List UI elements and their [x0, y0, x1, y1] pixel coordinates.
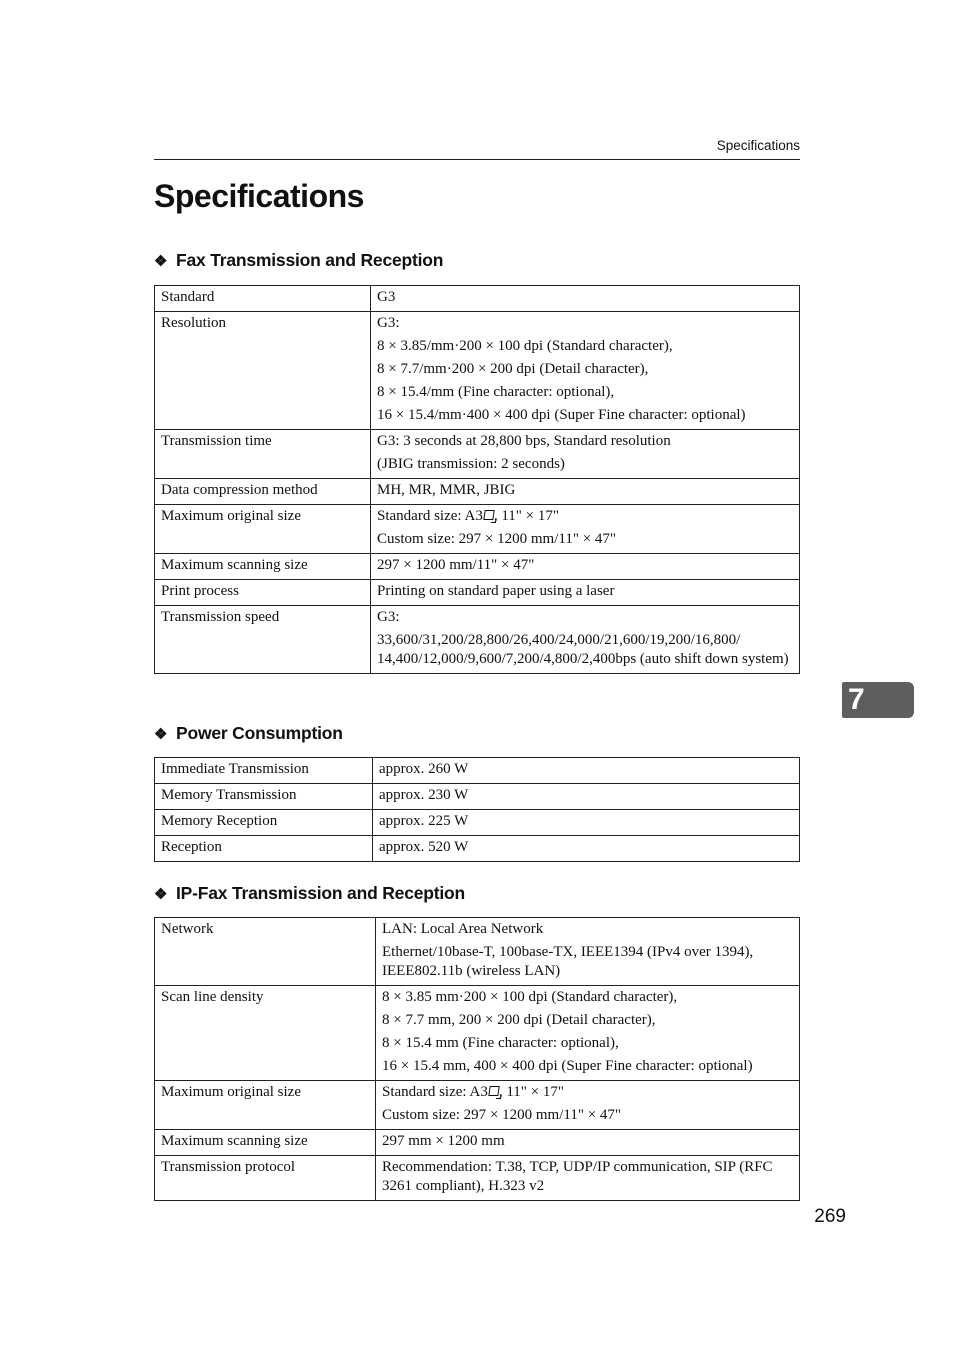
ipfax-spec-table: [154, 917, 800, 1201]
fax-spec-table: [154, 285, 800, 674]
table-row: [155, 479, 800, 505]
spec-label: Print process: [155, 580, 371, 606]
table-row: [155, 505, 800, 554]
spec-value: [371, 479, 800, 505]
spec-label: Resolution: [155, 312, 371, 430]
spec-value: [371, 554, 800, 580]
spec-label: Maximum original size: [155, 1081, 376, 1130]
spec-value: [371, 505, 800, 554]
spec-value: [373, 784, 800, 810]
spec-value-text: Standard size: A3: [382, 1084, 488, 1100]
spec-value-line: G3:: [377, 315, 400, 331]
spec-label: Maximum scanning size: [155, 554, 371, 580]
spec-value-line: G3: 3 seconds at 28,800 bps, Standard resolution: [377, 433, 671, 449]
spec-label: Transmission speed: [155, 606, 371, 674]
table-row: [155, 1130, 800, 1156]
spec-value-line: approx. 230 W: [379, 787, 469, 803]
table-row: [155, 810, 800, 836]
table-row: [155, 430, 800, 479]
spec-value-line: 297 mm × 1200 mm: [382, 1133, 505, 1149]
spec-value-line: LAN: Local Area Network: [382, 921, 544, 937]
spec-value-line: 8 × 7.7 mm, 200 × 200 dpi (Detail character),: [382, 1012, 656, 1028]
spec-label: Immediate Transmission: [155, 758, 373, 784]
spec-value: [371, 580, 800, 606]
spec-value: [376, 986, 800, 1081]
table-row: [155, 554, 800, 580]
table-row: [155, 1081, 800, 1130]
spec-label: Memory Reception: [155, 810, 373, 836]
landscape-orientation-icon: [483, 510, 494, 520]
table-row: [155, 312, 800, 430]
spec-value: [371, 430, 800, 479]
spec-value-line: Custom size: 297 × 1200 mm/11" × 47": [382, 1107, 622, 1123]
spec-label: Transmission protocol: [155, 1156, 376, 1201]
spec-value-line: approx. 260 W: [379, 761, 469, 777]
spec-value-line: 8 × 15.4/mm (Fine character: optional),: [377, 384, 615, 400]
spec-value-line: 16 × 15.4 mm, 400 × 400 dpi (Super Fine character: optional): [382, 1058, 753, 1074]
spec-value-line: G3:: [377, 609, 400, 625]
spec-value: [373, 836, 800, 862]
spec-value-line: (JBIG transmission: 2 seconds): [377, 456, 565, 472]
diamond-bullet-icon: ❖: [154, 886, 168, 903]
table-row: [155, 986, 800, 1081]
spec-value-line: approx. 225 W: [379, 813, 469, 829]
spec-value: [376, 1130, 800, 1156]
page-number: 269: [814, 1206, 846, 1227]
header-rule: [154, 159, 800, 160]
spec-value: [376, 1081, 800, 1130]
spec-value-line: Custom size: 297 × 1200 mm/11" × 47": [377, 531, 617, 547]
spec-value: [376, 1156, 800, 1201]
page-title: Specifications: [154, 178, 364, 214]
spec-value-line: 297 × 1200 mm/11" × 47": [377, 557, 535, 573]
diamond-bullet-icon: ❖: [154, 726, 168, 743]
power-spec-table: [154, 757, 800, 862]
section-heading-ipfax: ❖ IP-Fax Transmission and Reception: [154, 883, 466, 903]
spec-value: [371, 312, 800, 430]
spec-value-line: 8 × 15.4 mm (Fine character: optional),: [382, 1035, 619, 1051]
table-row: [155, 836, 800, 862]
spec-label: Data compression method: [155, 479, 371, 505]
spec-value: [376, 918, 800, 986]
section-heading-fax: ❖ Fax Transmission and Reception: [154, 250, 444, 270]
spec-value: [371, 606, 800, 674]
diamond-bullet-icon: ❖: [154, 253, 168, 270]
spec-value-line: Ethernet/10base-T, 100base-TX, IEEE1394 (IPv4 over 1394), IEEE802.11b (wireless LAN): [382, 944, 754, 979]
spec-label: Reception: [155, 836, 373, 862]
spec-value-line: [382, 1083, 793, 1102]
spec-label: Maximum scanning size: [155, 1130, 376, 1156]
table-row: [155, 784, 800, 810]
spec-value-line: [377, 507, 793, 526]
section-heading-power: ❖ Power Consumption: [154, 723, 343, 743]
table-row: [155, 758, 800, 784]
spec-label: Memory Transmission: [155, 784, 373, 810]
spec-value-line: approx. 520 W: [379, 839, 469, 855]
spec-value-text: , 11" × 17": [498, 1084, 564, 1100]
table-row: [155, 286, 800, 312]
spec-label: Standard: [155, 286, 371, 312]
spec-label: Transmission time: [155, 430, 371, 479]
spec-value-text: Standard size: A3: [377, 508, 483, 524]
spec-value: [373, 810, 800, 836]
spec-value: [371, 286, 800, 312]
spec-label: Scan line density: [155, 986, 376, 1081]
spec-value-line: 8 × 3.85 mm·200 × 100 dpi (Standard character),: [382, 989, 678, 1005]
spec-label: Network: [155, 918, 376, 986]
spec-value-line: G3: [377, 289, 396, 305]
spec-value-line: 8 × 7.7/mm·200 × 200 dpi (Detail character),: [377, 361, 649, 377]
running-header: Specifications: [716, 138, 800, 153]
spec-value-text: , 11" × 17": [493, 508, 559, 524]
spec-label: Maximum original size: [155, 505, 371, 554]
spec-value-line: 8 × 3.85/mm·200 × 100 dpi (Standard character),: [377, 338, 673, 354]
spec-value-line: 33,600/31,200/28,800/26,400/24,000/21,600/19,200/16,800/ 14,400/12,000/9,600/7,200/4,800/2,400bps (auto shift down system): [377, 632, 789, 667]
table-row: [155, 580, 800, 606]
spec-value-line: 16 × 15.4/mm·400 × 400 dpi (Super Fine character: optional): [377, 407, 746, 423]
table-row: [155, 918, 800, 986]
table-row: [155, 606, 800, 674]
spec-value-line: Recommendation: T.38, TCP, UDP/IP communication, SIP (RFC 3261 compliant), H.323 v2: [382, 1159, 773, 1194]
spec-value: [373, 758, 800, 784]
chapter-tab: 7: [842, 682, 914, 718]
landscape-orientation-icon: [488, 1086, 499, 1096]
spec-value-line: Printing on standard paper using a laser: [377, 583, 615, 599]
spec-value-line: MH, MR, MMR, JBIG: [377, 482, 516, 498]
table-row: [155, 1156, 800, 1201]
